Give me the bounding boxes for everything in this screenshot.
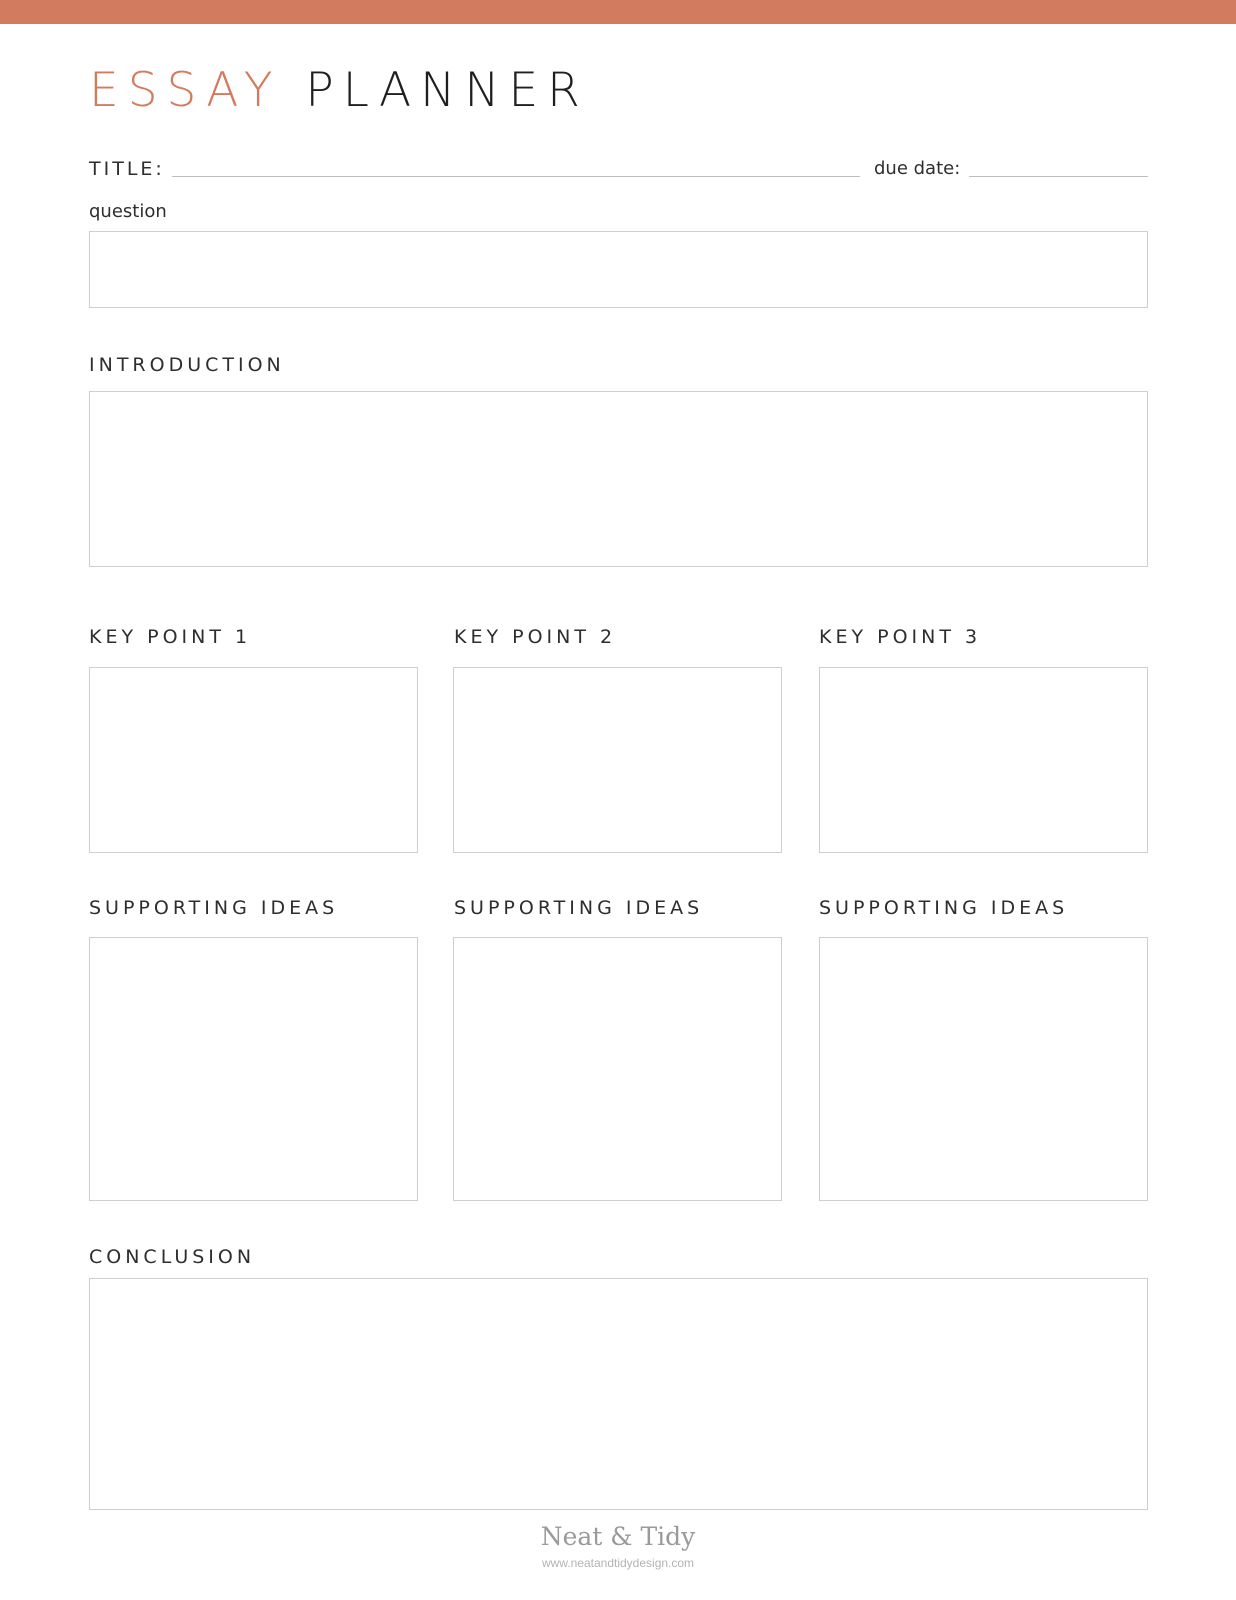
supporting-ideas-1-heading: SUPPORTING IDEAS	[89, 897, 339, 919]
question-label: question	[89, 201, 167, 222]
page-title-main: PLANNER	[305, 63, 589, 118]
supporting-ideas-1-box[interactable]	[89, 937, 418, 1201]
page-title	[89, 58, 589, 124]
top-accent-bar	[0, 0, 1236, 24]
key-point-3-box[interactable]	[819, 667, 1148, 853]
title-label: TITLE:	[89, 158, 165, 180]
conclusion-heading: CONCLUSION	[89, 1246, 256, 1268]
key-point-2-box[interactable]	[453, 667, 782, 853]
due-date-input-line[interactable]	[969, 176, 1148, 177]
supporting-ideas-3-box[interactable]	[819, 937, 1148, 1201]
key-point-1-box[interactable]	[89, 667, 418, 853]
brand-logo-text: Neat & Tidy	[540, 1522, 696, 1551]
title-input-line[interactable]	[172, 176, 860, 177]
key-point-2-heading: KEY POINT 2	[454, 626, 617, 648]
key-point-3-heading: KEY POINT 3	[819, 626, 982, 648]
conclusion-box[interactable]	[89, 1278, 1148, 1510]
question-box[interactable]	[89, 231, 1148, 308]
supporting-ideas-2-heading: SUPPORTING IDEAS	[454, 897, 704, 919]
key-point-1-heading: KEY POINT 1	[89, 626, 252, 648]
page-title-accent: ESSAY	[89, 63, 282, 118]
due-date-label: due date:	[874, 158, 961, 179]
introduction-heading: INTRODUCTION	[89, 354, 285, 376]
introduction-box[interactable]	[89, 391, 1148, 567]
supporting-ideas-2-box[interactable]	[453, 937, 782, 1201]
brand-url: www.neatandtidydesign.com	[541, 1556, 695, 1570]
supporting-ideas-3-heading: SUPPORTING IDEAS	[819, 897, 1069, 919]
